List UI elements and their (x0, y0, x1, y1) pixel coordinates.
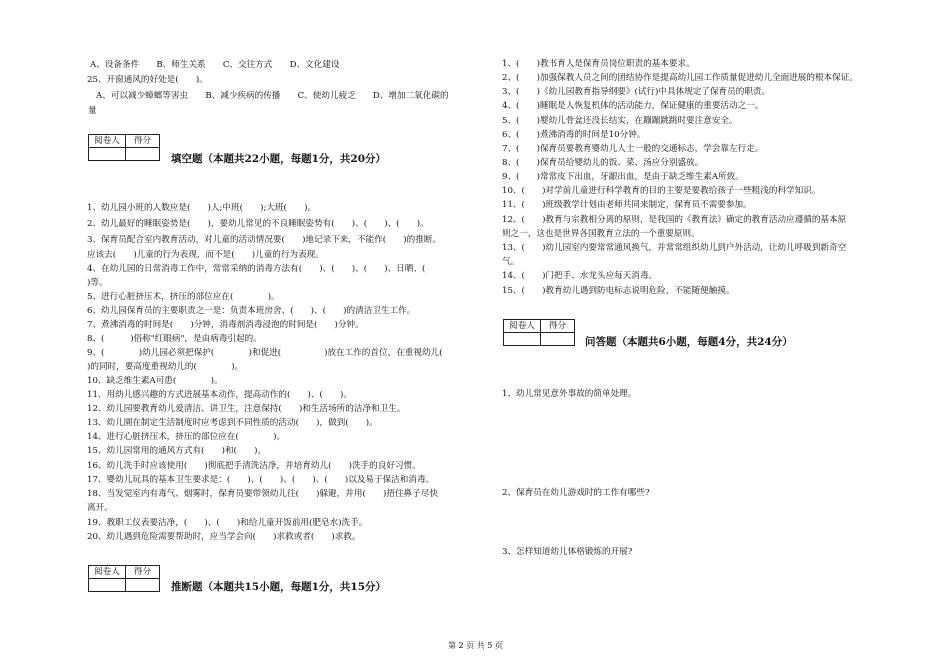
score-blank (541, 333, 574, 345)
fill-item-cont: 离开。 (87, 503, 113, 513)
fill-item: 5、进行心脏挤压术，挤压的部位应在( )。 (87, 292, 280, 302)
judge-item-cont: 则之一，这也是世界各国教育立法的一个重要原则。 (502, 229, 700, 239)
fill-item: 7、煮沸消毒的时间是( )分钟，消毒剂消毒浸泡的时间是( )分钟。 (87, 320, 364, 330)
judge-item: 15、( )教育幼儿遇到防电标志说明危险，不能随便触摸。 (502, 286, 735, 296)
fill-item: 9、( )幼儿园必须把保护( )和促进( )放在工作的首位，在重视幼儿( (87, 348, 460, 358)
fill-item: 11、用幼儿感兴趣的方式进展基本动作，提高动作的( )、( )。 (87, 390, 352, 400)
qa-item: 1、幼儿常见意外事故的简单处理。 (502, 389, 637, 399)
judge-item-cont: 气。 (502, 257, 520, 267)
judge-item: 5、( )婴幼儿骨盆还没长结实，在蹦蹦跳跳时要注意安全。 (502, 116, 738, 126)
fill-item: 1、幼儿园小班的人数应是( )人;中班( );大班( )。 (87, 203, 317, 213)
fill-item: 12、幼儿园要教育幼儿爱清洁、讲卫生，注意保持( )和生活场所的洁净和卫生。 (87, 404, 406, 414)
fill-item: 16、幼儿洗手时应该使用( )彻底把手清洗洁净，并培育幼儿( )洗手的良好习惯。 (87, 461, 421, 471)
fill-item: 8、( )俗称"红眼病"，是由病毒引起的。 (87, 334, 262, 344)
fill-item: 19、教职工仪表要洁净，( )、( )和给儿童开饭前用(肥皂水)洗手。 (87, 518, 368, 528)
fill-item-cont: 应该去( )儿童的行为表现，而不是( )儿童的行为表现。 (87, 250, 324, 260)
q25-options-line2: 量 (88, 106, 97, 116)
qa-section-title: 问答题（本题共6小题，每题4分，共24分） (585, 336, 793, 348)
fill-item: 6、幼儿园保育员的主要职责之一是：负责本班房舍、( )、( )的清洁卫生工作。 (87, 306, 416, 316)
judge-item: 7、( )保育员要教育婴幼儿人士一般的交通标志，学会靠左行走。 (502, 144, 764, 154)
judge-item: 2、( )加强保教人员之间的团结协作是提高幼儿园工作质量促进幼儿全面进展的根本保证。 (502, 73, 858, 83)
judge-item: 1、( )教书育人是保育员岗位职责的基本要求。 (502, 59, 695, 69)
fill-item-cont: )等。 (87, 278, 108, 288)
fill-item: 3、保育员配合室内教育活动，对儿童的活动情况要( )地记录下来，不能作( )的推断。 (87, 235, 442, 245)
fill-item: 10、缺乏维生素A可患( )。 (87, 376, 223, 386)
judge-item: 9、( )常常皮下出血，牙龈出血，是由于缺乏维生素A所致。 (502, 172, 744, 182)
reviewer-blank (89, 148, 125, 160)
judge-item: 10、( )对学前儿童进行科学教育的目的主要是要教给孩子一些粗浅的科学知识。 (502, 186, 821, 196)
judge-item: 6、( )煮沸消毒的时间是10分钟。 (502, 130, 646, 140)
score-label: 得分 (126, 135, 159, 148)
qa-item: 3、怎样知道幼儿体格锻炼的开展? (502, 547, 633, 557)
judge-item: 4、( )睡眠是人恢复机体的活动能力，保证健康的重要活动之一。 (502, 101, 764, 111)
score-label: 得分 (126, 566, 159, 579)
reviewer-label: 阅卷人 (89, 135, 125, 148)
reviewer-blank (89, 579, 125, 591)
fill-item: 13、幼儿園在制定生活制度时应考虑到不同性质的活动( )，做到( )。 (87, 418, 378, 428)
judge-item: 14、( )门把手、水龙头应每天消毒。 (502, 271, 658, 281)
judge-item: 8、( )保育员给婴幼儿的饭、菜、汤应分别盛放。 (502, 158, 704, 168)
fill-item: 18、当发觉室内有毒气、烟雾时，保育员要带领幼儿往( )躲避，并用( )捂住鼻子尽快 (87, 489, 438, 499)
score-blank (126, 579, 159, 591)
q25-options-line1: A、可以减少蟑螂等害虫 B、减少疾病的传播 C、使幼儿疲乏 D、增加二氧化碳的 (96, 91, 449, 101)
judge-item: 13、( )幼儿园室内要常常通风换气，并常常组织幼儿到户外活动，让幼儿呼吸到新奇空 (502, 243, 847, 253)
fill-section-title: 填空题（本题共22小题，每题1分，共20分） (171, 153, 387, 165)
fill-item: 20、幼儿遇到危险需要帮助时，应当学会向( )求救或者( )求救。 (87, 532, 361, 542)
score-box-judge (88, 565, 160, 592)
q25-stem: 25、开窗通风的好处是( )。 (87, 75, 208, 85)
score-box-qa (503, 319, 575, 346)
reviewer-blank (504, 333, 540, 345)
fill-item: 17、婴幼儿玩具的基本卫生要求是：( )、( )、( )、( )以及易于保洁和消毒。 (87, 475, 435, 485)
judge-item: 3、( )《幼儿园教育指导纲要》(试行)中具体规定了保育员的职责。 (502, 87, 771, 97)
judge-item: 11、( )班级教学计划由老师共同来制定，保育员不需要参加。 (502, 200, 752, 210)
reviewer-label: 阅卷人 (89, 566, 125, 579)
fill-item: 15、幼儿园常用的通风方式有( )和( )。 (87, 446, 267, 456)
q24-options: A、设备条件 B、师生关系 C、交往方式 D、文化建设 (90, 60, 340, 70)
score-box-fill (88, 134, 160, 161)
fill-item: 14、进行心脏挤压术，挤压的部位应在( )。 (87, 432, 286, 442)
fill-item: 4、在幼儿园的日常消毒工作中，常常采纳的消毒方法有( )、( )、( )、日晒、( (87, 264, 443, 274)
page-footer: 第 2 页 共 5 页 (448, 641, 503, 650)
judge-section-title: 推断题（本题共15小题，每题1分，共15分） (171, 581, 387, 593)
score-blank (126, 148, 159, 160)
qa-item: 2、保育员在幼儿游戏时的工作有哪些? (502, 488, 650, 498)
fill-item: 2、幼儿最好的睡眠姿势是( )，要幼儿常见的不良睡眠姿势有( )、( )、( )。 (87, 219, 429, 229)
judge-item: 12、( )教育与宗教相分离的原则，是我国的《教育法》确定的教育活动应遵循的基本原 (502, 215, 847, 225)
fill-item-cont: )的同时，要高度重视幼儿的( )。 (87, 362, 244, 372)
reviewer-label: 阅卷人 (504, 320, 540, 333)
score-label: 得分 (541, 320, 574, 333)
